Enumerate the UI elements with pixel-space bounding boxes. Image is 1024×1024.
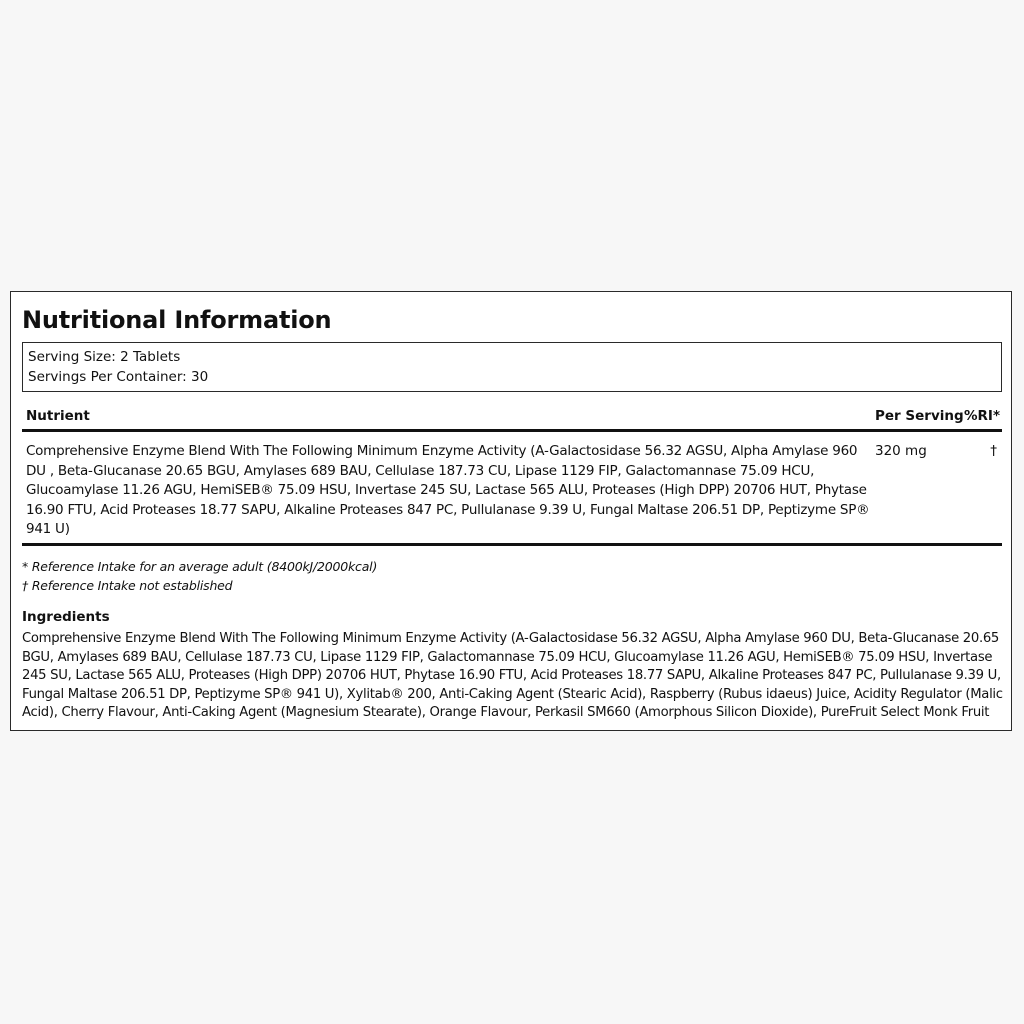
column-header-per-serving: Per Serving [875, 408, 964, 424]
serving-info-box [22, 342, 1002, 392]
table-header-divider [22, 429, 1002, 432]
ri-value: † [990, 443, 997, 459]
servings-per-container: Servings Per Container: 30 [28, 368, 209, 385]
table-bottom-divider [22, 543, 1002, 546]
footnote-not-established: † Reference Intake not established [22, 578, 233, 593]
serving-size: Serving Size: 2 Tablets [28, 349, 181, 365]
footnotes [22, 557, 377, 595]
ingredients-heading: Ingredients [22, 609, 110, 625]
footnote-reference-intake: * Reference Intake for an average adult (8400kJ/2000kcal) [22, 559, 378, 574]
per-serving-value: 320 mg [875, 443, 927, 459]
panel-title: Nutritional Information [22, 306, 332, 334]
ingredients-text: Comprehensive Enzyme Blend With The Following Minimum Enzyme Activity (A-Galactosidase 56.32 AGSU, Alpha Amylase 960 DU, Beta-Glucanase 20.65 BGU, Amylases 689 BAU, Cellulase 187.73 CU, Lipase 1129 FIP, Galactomannase 75.09 HCU, Glucoamylase 11.26 AGU, HemiSEB® 75.09 HSU, Invertase 245 SU, Lactase 565 ALU, Proteases (High DPP) 20706 HUT, Phytase 16.90 FTU, Acid Proteases 18.77 SAPU, Alkaline Proteases 847 PC, Pullulanase 9.39 U, Fungal Maltase 206.51 DP, Peptizyme SP® 941 U), Xylitab® 200, Anti-Caking Agent (Stearic Acid), Raspberry (Rubus idaeus) Juice, Acidity Regulator (Malic Acid), Cherry Flavour, Anti-Caking Agent (Magnesium Stearate), Orange Flavour, Perkasil SM660 (Amorphous Silicon Dioxide), PureFruit Select Monk Fruit [22, 631, 1003, 721]
column-header-nutrient: Nutrient [26, 408, 90, 424]
column-header-ri: %RI* [964, 408, 1001, 424]
nutrient-name: Comprehensive Enzyme Blend With The Following Minimum Enzyme Activity (A-Galactosidase 56.32 AGSU, Alpha Amylase 960 DU , Beta-Glucanase 20.65 BGU, Amylases 689 BAU, Cellulase 187.73 CU, Lipase 1129 FIP, Galactomannase 75.09 HCU, Glucoamylase 11.26 AGU, HemiSEB® 75.09 HSU, Invertase 245 SU, Lactase 565 ALU, Proteases (High DPP) 20706 HUT, Phytase 16.90 FTU, Acid Proteases 18.77 SAPU, Alkaline Proteases 847 PC, Pullulanase 9.39 U, Fungal Maltase 206.51 DP, Peptizyme SP® 941 U) [26, 443, 870, 538]
nutrition-panel [10, 291, 1012, 731]
